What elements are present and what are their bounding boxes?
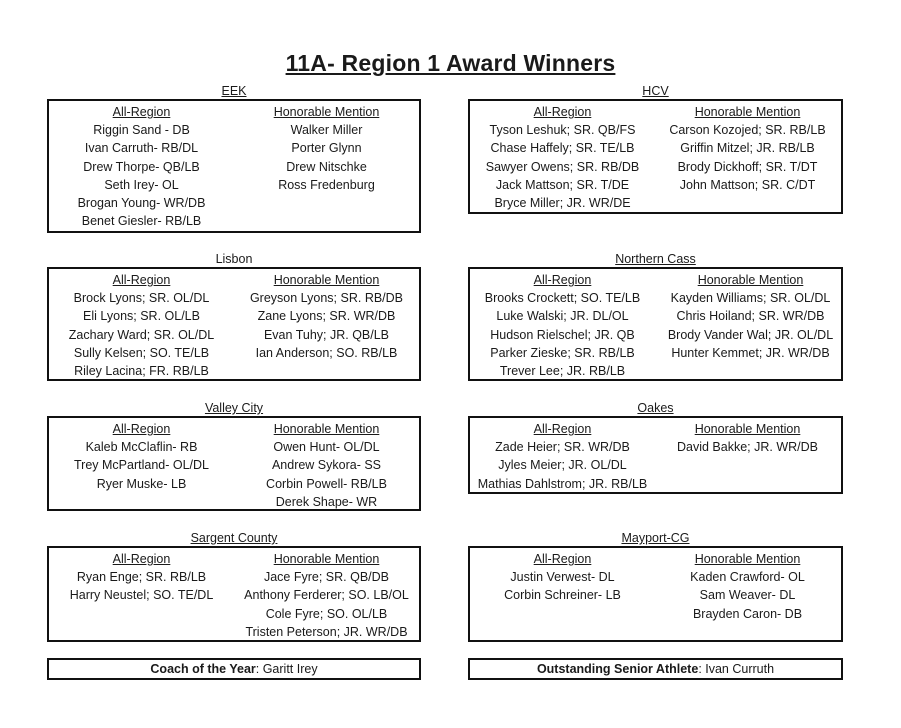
player-entry: Hudson Rielschel; JR. QB: [490, 327, 635, 342]
player-entry: Brody Vander Wal; JR. OL/DL: [667, 327, 834, 342]
player-entry: Ryer Muske- LB: [96, 476, 187, 491]
player-entry: Parker Zieske; SR. RB/LB: [490, 345, 635, 360]
team-box-eek: [47, 99, 421, 233]
senior-athlete-label: Outstanding Senior Athlete: [536, 662, 699, 676]
team-name-northern-cass: Northern Cass: [615, 252, 696, 266]
player-entry: Zachary Ward; SR. OL/DL: [68, 327, 215, 342]
player-entry: Kaden Crawford- OL: [690, 570, 805, 584]
player-entry: Trey McPartland- OL/DL: [74, 458, 209, 473]
player-entry: David Bakke; JR. WR/DB: [676, 440, 818, 454]
player-entry: Zade Heier; SR. WR/DB: [495, 440, 630, 454]
player-entry: Seth Irey- OL: [104, 177, 179, 192]
player-entry: Carson Kozojed; SR. RB/LB: [669, 123, 826, 137]
player-entry: Drew Thorpe- QB/LB: [83, 159, 200, 174]
player-entry: Kaleb McClaflin- RB: [85, 440, 198, 454]
all-region-column: [49, 550, 234, 605]
player-entry: Jack Mattson; SR. T/DE: [495, 177, 630, 192]
player-entry: Tristen Peterson; JR. WR/DB: [245, 624, 408, 639]
senior-athlete-box: [468, 658, 843, 680]
player-entry: Brock Lyons; SR. OL/DL: [73, 291, 210, 305]
honorable-mention-column: [234, 550, 419, 641]
team-box-sargent-county: [47, 546, 421, 642]
team-box-northern-cass: [468, 267, 843, 381]
player-entry: Benet Giesler- RB/LB: [81, 214, 202, 229]
all-region-header: All-Region: [533, 105, 592, 119]
player-entry: Drew Nitschke: [286, 159, 367, 174]
team-name-lisbon: Lisbon: [215, 252, 253, 266]
player-entry: Jace Fyre; SR. QB/DB: [263, 570, 390, 584]
honorable-mention-header: Honorable Mention: [273, 422, 380, 436]
all-region-column: [470, 420, 655, 493]
player-entry: Chase Haffely; SR. TE/LB: [490, 141, 635, 156]
player-entry: Derek Shape- WR: [275, 494, 378, 509]
all-region-header: All-Region: [112, 552, 171, 566]
player-entry: Sully Kelsen; SO. TE/LB: [73, 345, 210, 360]
team-box-mayport-cg: [468, 546, 843, 642]
player-entry: Porter Glynn: [291, 141, 362, 156]
player-entry: Harry Neustel; SO. TE/DL: [69, 588, 214, 603]
player-entry: John Mattson; SR. C/DT: [679, 177, 816, 192]
player-entry: Ian Anderson; SO. RB/LB: [255, 345, 398, 360]
player-entry: Brogan Young- WR/DB: [77, 196, 206, 210]
all-region-column: [470, 550, 655, 605]
player-entry: Hunter Kemmet; JR. WR/DB: [671, 345, 830, 360]
honorable-mention-header: Honorable Mention: [694, 552, 801, 566]
player-entry: Walker Miller: [290, 123, 363, 137]
page-title: 11A- Region 1 Award Winners: [285, 50, 616, 76]
player-entry: Cole Fyre; SO. OL/LB: [265, 606, 388, 621]
honorable-mention-column: [234, 103, 419, 194]
player-entry: Bryce Miller; JR. WR/DE: [494, 196, 631, 210]
team-name-mayport-cg: Mayport-CG: [621, 531, 690, 545]
team-name-sargent-county: Sargent County: [190, 531, 278, 545]
player-entry: Chris Hoiland; SR. WR/DB: [676, 309, 825, 324]
team-box-oakes: [468, 416, 843, 494]
honorable-mention-header: Honorable Mention: [694, 422, 801, 436]
player-entry: Ivan Carruth- RB/DL: [84, 141, 199, 156]
player-entry: Zane Lyons; SR. WR/DB: [257, 309, 396, 324]
player-entry: Justin Verwest- DL: [510, 570, 615, 584]
honorable-mention-header: Honorable Mention: [697, 273, 804, 287]
all-region-column: [49, 271, 234, 380]
honorable-mention-header: Honorable Mention: [273, 105, 380, 119]
player-entry: Ross Fredenburg: [278, 177, 375, 192]
player-entry: Andrew Sykora- SS: [271, 458, 382, 473]
honorable-mention-column: [655, 420, 840, 456]
honorable-mention-header: Honorable Mention: [273, 273, 380, 287]
all-region-header: All-Region: [112, 105, 171, 119]
player-entry: Luke Walski; JR. DL/OL: [496, 309, 629, 324]
honorable-mention-header: Honorable Mention: [694, 105, 801, 119]
all-region-header: All-Region: [112, 273, 171, 287]
honorable-mention-header: Honorable Mention: [273, 552, 380, 566]
player-entry: Corbin Schreiner- LB: [504, 588, 621, 603]
player-entry: Brody Dickhoff; SR. T/DT: [677, 159, 818, 174]
player-entry: Corbin Powell- RB/LB: [266, 476, 387, 491]
team-name-valley-city: Valley City: [204, 401, 264, 415]
honorable-mention-column: [655, 550, 840, 623]
coach-of-year-value: : Garitt Irey: [255, 662, 318, 676]
player-entry: Eli Lyons; SR. OL/LB: [83, 309, 200, 324]
honorable-mention-column: [234, 420, 419, 511]
player-entry: Brooks Crockett; SO. TE/LB: [484, 291, 641, 305]
team-box-valley-city: [47, 416, 421, 511]
all-region-column: [49, 420, 234, 493]
all-region-header: All-Region: [112, 422, 171, 436]
all-region-column: [470, 103, 655, 212]
team-box-hcv: [468, 99, 843, 214]
player-entry: Greyson Lyons; SR. RB/DB: [249, 291, 404, 305]
all-region-header: All-Region: [533, 552, 592, 566]
player-entry: Riggin Sand - DB: [93, 123, 190, 137]
player-entry: Anthony Ferderer; SO. LB/OL: [244, 588, 409, 603]
player-entry: Ryan Enge; SR. RB/LB: [76, 570, 207, 584]
honorable-mention-column: [234, 271, 419, 362]
player-entry: Griffin Mitzel; JR. RB/LB: [680, 141, 815, 156]
coach-of-year-box: [47, 658, 421, 680]
player-entry: Brayden Caron- DB: [692, 606, 803, 621]
player-entry: Sawyer Owens; SR. RB/DB: [485, 159, 640, 174]
player-entry: Jyles Meier; JR. OL/DL: [498, 458, 627, 473]
player-entry: Mathias Dahlstrom; JR. RB/LB: [477, 476, 648, 491]
all-region-column: [49, 103, 234, 231]
coach-of-year-label: Coach of the Year: [150, 662, 256, 676]
player-entry: Sam Weaver- DL: [699, 588, 796, 603]
player-entry: Kayden Williams; SR. OL/DL: [670, 291, 831, 305]
player-entry: Tyson Leshuk; SR. QB/FS: [489, 123, 636, 137]
all-region-column: [470, 271, 655, 380]
player-entry: Trever Lee; JR. RB/LB: [499, 364, 626, 378]
all-region-header: All-Region: [533, 422, 592, 436]
player-entry: Riley Lacina; FR. RB/LB: [74, 364, 209, 378]
team-name-eek: EEK: [221, 84, 247, 98]
team-name-oakes: Oakes: [637, 401, 674, 415]
senior-athlete-value: : Ivan Curruth: [698, 662, 775, 676]
honorable-mention-column: [655, 103, 840, 194]
team-name-hcv: HCV: [642, 84, 669, 98]
honorable-mention-column: [658, 271, 843, 362]
player-entry: Owen Hunt- OL/DL: [273, 440, 380, 454]
all-region-header: All-Region: [533, 273, 592, 287]
team-box-lisbon: [47, 267, 421, 381]
player-entry: Evan Tuhy; JR. QB/LB: [263, 327, 390, 342]
